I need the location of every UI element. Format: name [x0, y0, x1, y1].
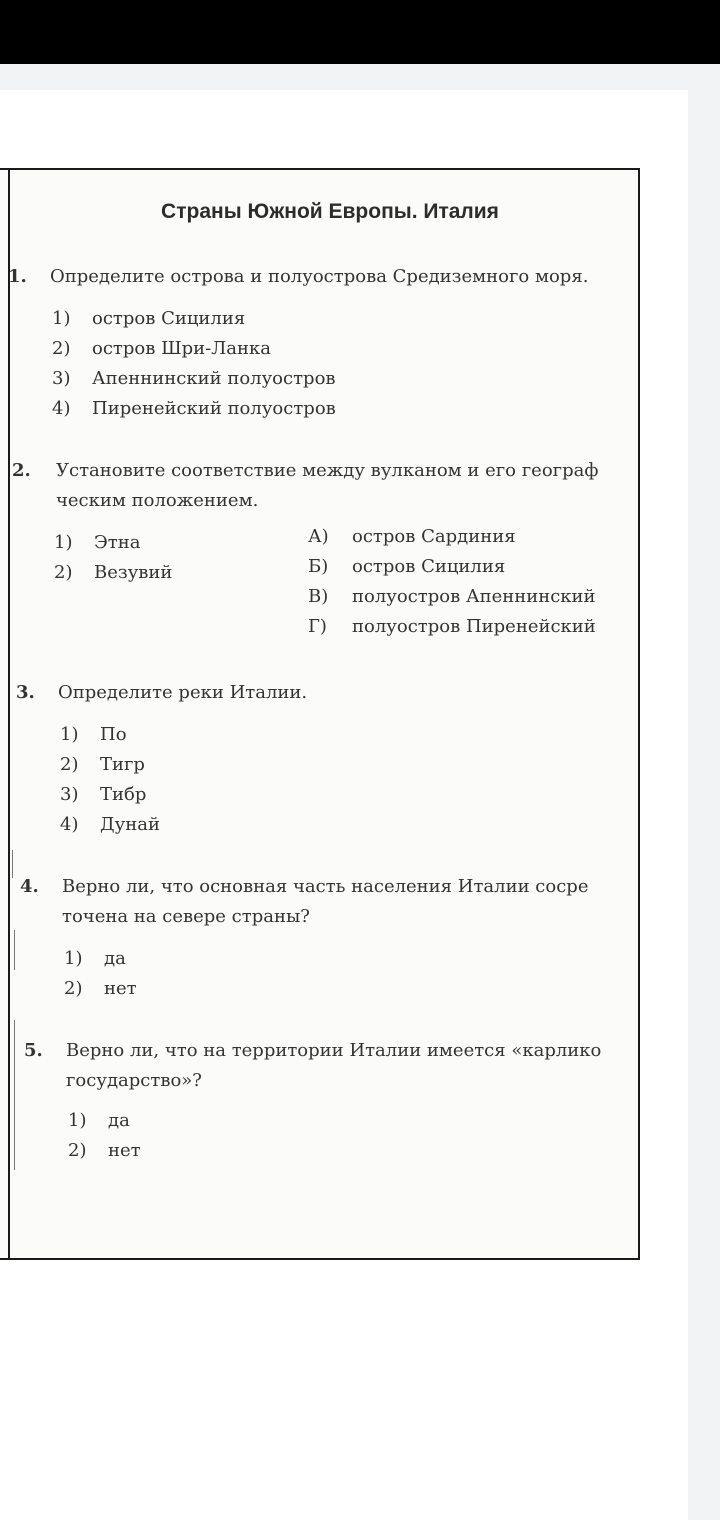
question-1-number: 1. — [8, 266, 27, 287]
question-3-number: 3. — [16, 682, 35, 703]
question-2-left-option-number: 1) — [54, 532, 73, 553]
question-4-text-line-1: Верно ли, что основная часть населения Италии сосре — [62, 876, 589, 897]
question-5-text-line-1: Верно ли, что на территории Италии имеется «карлико — [66, 1040, 602, 1061]
question-4-option-number: 2) — [64, 978, 83, 999]
question-1-text: Определите острова и полуострова Средиземного моря. — [50, 266, 589, 287]
status-bar — [0, 0, 720, 64]
question-4-number: 4. — [20, 876, 39, 897]
question-3-option-number: 3) — [60, 784, 79, 805]
question-2-right-option-letter: Б) — [308, 556, 329, 577]
question-2-right-option-text: полуостров Апеннинский — [352, 586, 596, 607]
question-1-option-number: 1) — [52, 308, 71, 329]
question-2-text-line-2: ческим положением. — [56, 490, 259, 511]
question-1-option-number: 4) — [52, 398, 71, 419]
question-3-option-text: Тигр — [100, 754, 145, 775]
question-3-option-number: 4) — [60, 814, 79, 835]
worksheet-title: Страны Южной Европы. Италия — [161, 200, 499, 223]
question-5-option-text: да — [108, 1110, 130, 1131]
question-4-option-text: да — [104, 948, 126, 969]
question-5-text-line-2: государство»? — [66, 1070, 202, 1091]
question-1-option-text: Апеннинский полуостров — [92, 368, 336, 389]
question-5-number: 5. — [24, 1040, 43, 1061]
question-3-option-text: Тибр — [100, 784, 147, 805]
question-2-text-line-1: Установите соответствие между вулканом и его географ — [56, 460, 599, 481]
question-2-left-option-number: 2) — [54, 562, 73, 583]
question-3-option-text: По — [100, 724, 127, 745]
question-3-option-text: Дунай — [100, 814, 160, 835]
question-2-left-option-text: Везувий — [94, 562, 173, 583]
question-2-right-option-letter: В) — [308, 586, 329, 607]
scan-margin-mark — [14, 930, 15, 970]
question-2-right-option-text: остров Сардиния — [352, 526, 516, 547]
question-1-option-text: остров Сицилия — [92, 308, 246, 329]
question-2-right-option-letter: Г) — [308, 616, 327, 637]
question-1-option-number: 3) — [52, 368, 71, 389]
scanned-worksheet — [0, 168, 640, 1260]
question-2-number: 2. — [12, 460, 31, 481]
question-2-left-option-text: Этна — [94, 532, 141, 553]
question-1-option-text: Пиренейский полуостров — [92, 398, 336, 419]
question-3-option-number: 2) — [60, 754, 79, 775]
question-5-option-text: нет — [108, 1140, 141, 1161]
question-1-option-number: 2) — [52, 338, 71, 359]
question-1-option-text: остров Шри-Ланка — [92, 338, 271, 359]
question-5-option-number: 1) — [68, 1110, 87, 1131]
scan-left-border — [8, 170, 10, 1258]
scan-margin-mark — [14, 1020, 15, 1170]
question-3-text: Определите реки Италии. — [58, 682, 308, 703]
question-4-option-text: нет — [104, 978, 137, 999]
question-3-option-number: 1) — [60, 724, 79, 745]
question-4-option-number: 1) — [64, 948, 83, 969]
question-2-right-option-text: полуостров Пиренейский — [352, 616, 596, 637]
question-5-option-number: 2) — [68, 1140, 87, 1161]
question-4-text-line-2: точена на севере страны? — [62, 906, 310, 927]
scan-margin-mark — [12, 850, 13, 878]
question-2-right-option-letter: А) — [308, 526, 329, 547]
question-2-right-option-text: остров Сицилия — [352, 556, 506, 577]
